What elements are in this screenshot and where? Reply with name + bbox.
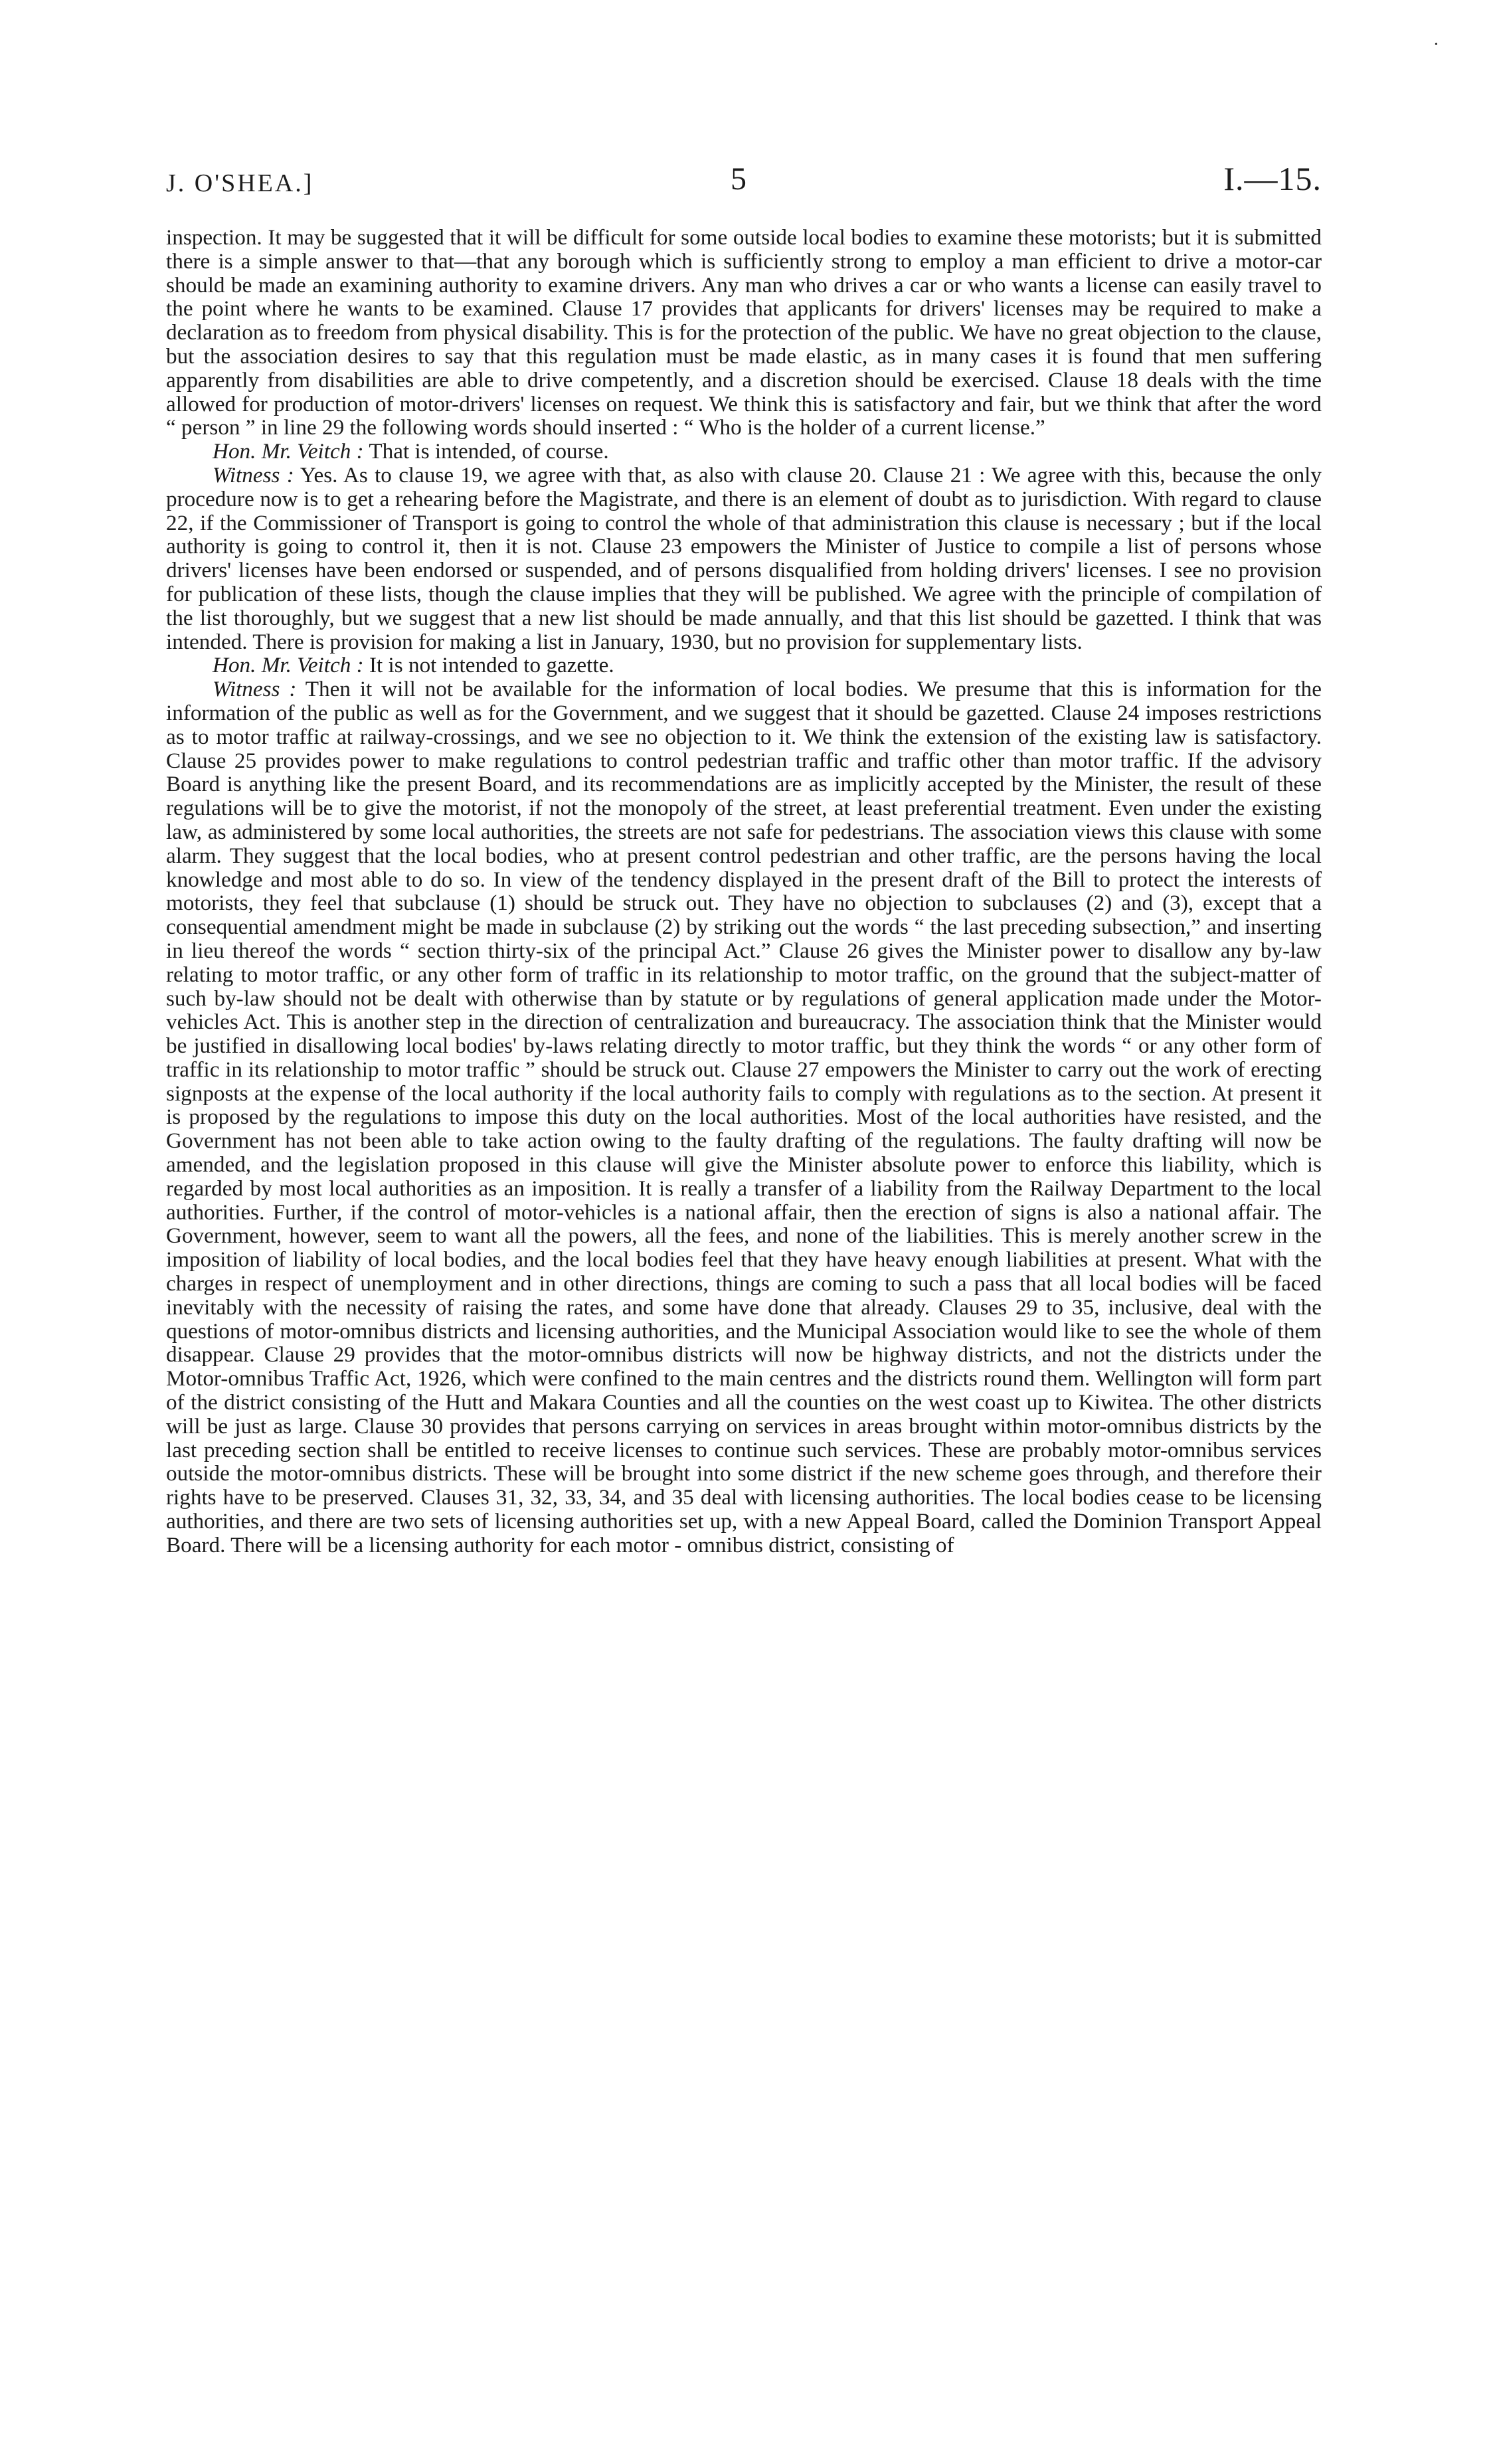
paragraph-2 xyxy=(166,440,1322,464)
page-number: 5 xyxy=(731,161,746,197)
page-header xyxy=(166,158,1322,205)
corner-mark: • xyxy=(1435,40,1438,50)
paragraph-1 xyxy=(166,226,1322,440)
document-body xyxy=(166,226,1322,1557)
paragraph-5 xyxy=(166,677,1322,1557)
speaker-label: Hon. Mr. Veitch : xyxy=(213,439,364,464)
speaker-label: Witness : xyxy=(213,462,294,487)
header-witness-name: J. O'SHEA.] xyxy=(166,169,314,197)
paragraph-text: It is not intended to gazette. xyxy=(369,653,614,678)
paragraph-text: inspection. It may be suggested that it will be difficult for some outside local bodies to examine these motorists; but it is submitted there is a simple answer to that—that any borough which is sufficiently strong to employ a man efficient to drive a motor-car should be made an examining authority to examine drivers. Any man who drives a car or who wants a license can easily travel to the point where he wants to be examined. Clause 17 provides that applicants for drivers' licenses may be required to make a declaration as to freedom from physical disability. This is for the protection of the public. We have no great objection to the clause, but the association desires to say that this regulation must be made elastic, as in many cases it is found that men suffering apparently from disabilities are able to drive competently, and a discretion should be exercised. Clause 18 deals with the time allowed for production of motor-drivers' licenses on request. We think this is satisfactory and fair, but we think that after the word “ person ” in line 29 the following words should inserted : “ Who is the holder of a current license.” xyxy=(166,225,1322,440)
paragraph-text: Yes. As to clause 19, we agree with that, as also with clause 20. Clause 21 : We agree with this, because the only procedure now is to get a rehearing before the Magistrate, and there is an element of doubt as to jurisdiction. With regard to clause 22, if the Commissioner of Transport is going to control the whole of that administration this clause is necessary ; but if the local authority is going to control it, then it is not. Clause 23 empowers the Minister of Justice to compile a list of persons whose drivers' licenses have been endorsed or suspended, and of persons disqualified from holding drivers' licenses. I see no provision for publication of these lists, though the clause implies that they will be published. We agree with the principle of compilation of the list thoroughly, but we suggest that a new list should be made annually, and that this list should be gazetted. I think that was intended. There is provision for making a list in January, 1930, but no provision for supplementary lists. xyxy=(166,462,1322,654)
paragraph-text: That is intended, of course. xyxy=(369,439,609,464)
paragraph-4 xyxy=(166,654,1322,677)
document-reference: I.—15. xyxy=(1223,160,1322,197)
speaker-label: Witness : xyxy=(213,677,297,702)
paragraph-text: Then it will not be available for the information of local bodies. We presume that this is information for the information of the public as well as for the Government, and we suggest that it should be gazetted. Clause 24 imposes restrictions as to motor traffic at railway-crossings, and we see no objection to it. We think the extension of the existing law is satisfactory. Clause 25 provides power to make regulations to control pedestrian traffic and traffic other than motor traffic. If the advisory Board is anything like the present Board, and its recommendations are as implicitly accepted by the Minister, the result of these regulations will be to give the motorist, if not the monopoly of the street, at least preferential treatment. Even under the existing law, as administered by some local authorities, the streets are not safe for pedestrians. The association views this clause with some alarm. They suggest that the local bodies, who at present control pedestrian and other traffic, are the persons having the local knowledge and most able to do so. In view of the tendency displayed in the present draft of the Bill to protect the interests of motorists, they feel that subclause (1) should be struck out. They have no objection to subclauses (2) and (3), except that a consequential amendment might be made in subclause (2) by striking out the words “ the last preceding subsection,” and inserting in lieu thereof the words “ section thirty-six of the principal Act.” Clause 26 gives the Minister power to disallow any by-law relating to motor traffic, or any other form of traffic in its relationship to motor traffic, on the ground that the subject-matter of such by-law should not be dealt with otherwise than by statute or by regulations of general application made under the Motor-vehicles Act. This is another step in the direction of centralization and bureaucracy. The association think that the Minister would be justified in disallowing local bodies' by-laws relating directly to motor traffic, but they think the words “ or any other form of traffic in its relationship to motor traffic ” should be struck out. Clause 27 empowers the Minister to carry out the work of erecting signposts at the expense of the local authority if the local authority fails to comply with regulations as to the section. At present it is proposed by the regulations to impose this duty on the local authorities. Most of the local authorities have resisted, and the Government has not been able to take action owing to the faulty drafting of the regulations. The faulty drafting will now be amended, and the legislation proposed in this clause will give the Minister absolute power to enforce this liability, which is regarded by most local authorities as an imposition. It is really a transfer of a liability from the Railway Department to the local authorities. Further, if the control of motor-vehicles is a national affair, then the erection of signs is also a national affair. The Government, however, seem to want all the powers, all the fees, and none of the liabilities. This is merely another screw in the imposition of liability of local bodies, and the local bodies feel that they have heavy enough liabilities at present. What with the charges in respect of unemployment and in other directions, things are coming to such a pass that all local bodies will be faced inevitably with the necessity of raising the rates, and some have done that already. Clauses 29 to 35, inclusive, deal with the questions of motor-omnibus districts and licensing authorities, and the Municipal Association would like to see the whole of them disappear. Clause 29 provides that the motor-omnibus districts will now be highway districts, and not the districts under the Motor-omnibus Traffic Act, 1926, which were confined to the main centres and the districts round them. Wellington will form part of the district consisting of the Hutt and Makara Counties and all the counties on the west coast up to Kiwitea. The other districts will be just as large. Clause 30 provides that persons carrying on services in areas brought within motor-omnibus districts by the last preceding section shall be entitled to receive licenses to continue such services. These are probably motor-omnibus services outside the motor-omnibus districts. These will be brought into some district if the new scheme goes through, and therefore their rights have to be preserved. Clauses 31, 32, 33, 34, and 35 deal with licensing authorities. The local bodies cease to be licensing authorities, and there are two sets of licensing authorities set up, with a new Appeal Board, called the Dominion Transport Appeal Board. There will be a licensing authority for each motor - omnibus district, consisting of xyxy=(166,677,1322,1557)
paragraph-3 xyxy=(166,464,1322,654)
speaker-label: Hon. Mr. Veitch : xyxy=(213,653,364,678)
